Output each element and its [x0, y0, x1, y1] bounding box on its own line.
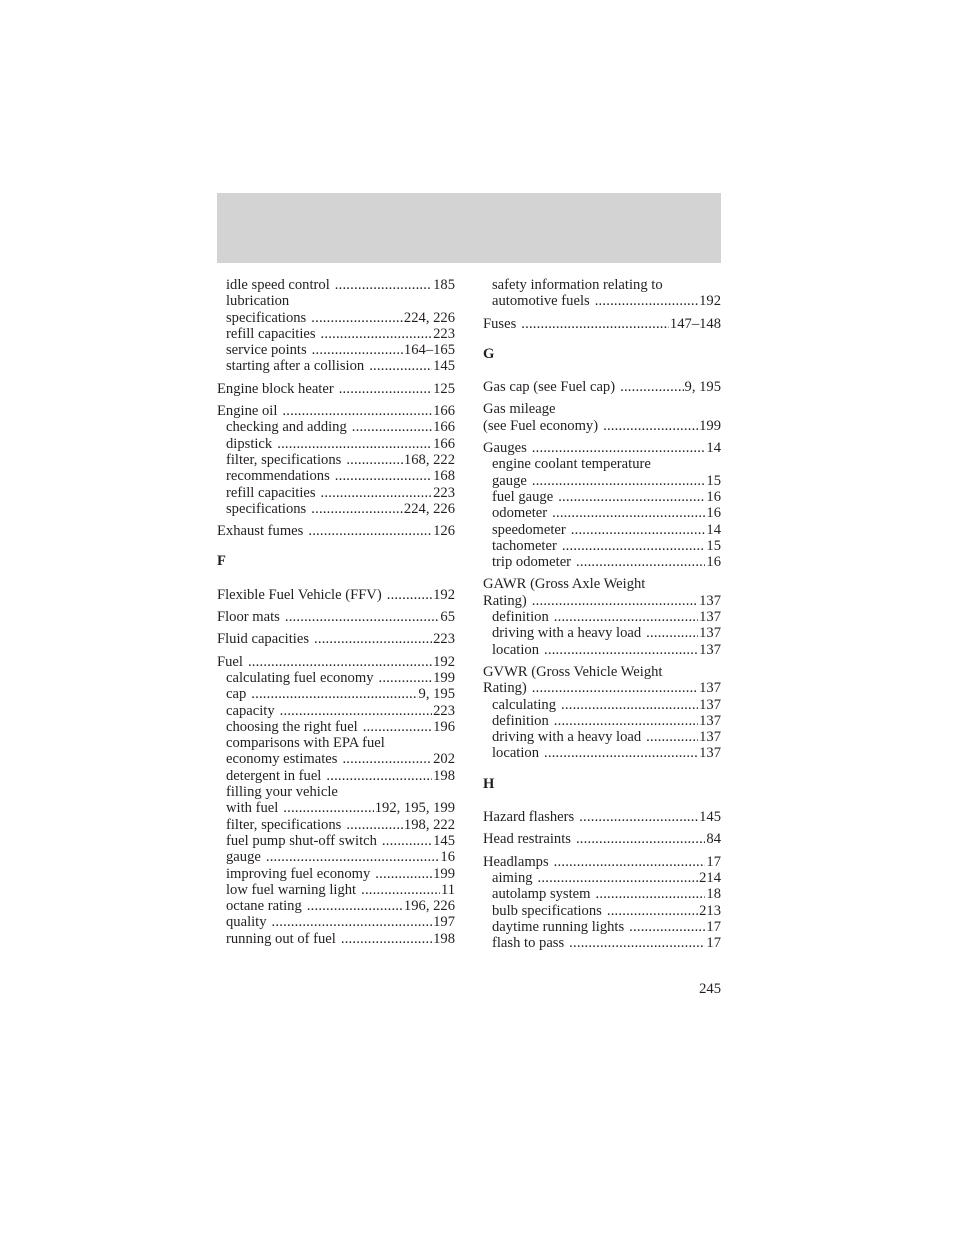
entry-text: idle speed control: [226, 277, 330, 293]
page-reference: 125: [433, 380, 455, 397]
dot-leader: [339, 381, 432, 397]
dot-leader: [538, 870, 699, 886]
index-term: [483, 809, 721, 825]
page-reference: 14: [706, 440, 721, 457]
entry-text: starting after a collision: [226, 358, 365, 375]
entry-text: Fuel: [217, 653, 243, 670]
index-subentry: [217, 485, 455, 501]
entry-text: specifications: [226, 309, 307, 326]
index-term: [483, 379, 721, 395]
page-reference: 199: [433, 865, 455, 882]
index-subentry: [217, 784, 455, 800]
index-subentry: [217, 452, 455, 468]
entry-text: location: [492, 641, 540, 658]
page-reference: 214: [699, 869, 721, 886]
entry-text: engine coolant temperature: [492, 456, 651, 473]
entry-text: choosing the right fuel: [226, 718, 358, 735]
entry-text: improving fuel economy: [226, 865, 371, 882]
page-reference: 137: [699, 712, 721, 729]
dot-leader: [596, 886, 706, 902]
index-term: [217, 654, 455, 670]
entry-text: GVWR (Gross Vehicle Weight: [483, 663, 663, 680]
entry-text: specifications: [226, 500, 307, 517]
dot-leader: [321, 485, 433, 501]
index-subentry: [483, 713, 721, 729]
index-subentry: [483, 745, 721, 761]
entry-text: fuel gauge: [492, 488, 554, 505]
entry-text: service points: [226, 342, 307, 359]
entry-text: daytime running lights: [492, 918, 625, 935]
index-subentry: [217, 686, 455, 702]
dot-leader: [607, 903, 698, 919]
dot-leader: [321, 326, 433, 342]
page-reference: 224, 226: [403, 309, 455, 326]
index-entry: [217, 654, 455, 947]
page-reference: 196, 226: [403, 898, 455, 915]
dot-leader: [571, 522, 706, 538]
page-reference: 16: [706, 554, 721, 571]
page-reference: 166: [433, 419, 455, 436]
entry-text: definition: [492, 609, 549, 626]
index-term: [217, 403, 455, 419]
index-subentry: [217, 501, 455, 517]
entry-text: cap: [226, 686, 247, 703]
page-reference: 145: [433, 832, 455, 849]
page-reference: 145: [699, 809, 721, 826]
page-reference: 213: [699, 902, 721, 919]
entry-text: economy estimates: [226, 751, 338, 768]
dot-leader: [312, 342, 403, 358]
index-subentry: [217, 358, 455, 374]
dot-leader: [285, 609, 440, 625]
index-subentry: [217, 768, 455, 784]
dot-leader: [552, 505, 705, 521]
page-reference: 84: [706, 831, 721, 848]
entry-text: Rating): [483, 680, 527, 697]
section-letter: G: [483, 345, 495, 362]
page-reference: 224, 226: [403, 500, 455, 517]
page-reference: 199: [699, 417, 721, 434]
entry-text: refill capacities: [226, 325, 316, 342]
index-term: [217, 523, 455, 539]
index-subentry: [483, 870, 721, 886]
index-column-right: [483, 277, 721, 957]
index-entry: [483, 379, 721, 395]
dot-leader: [382, 833, 432, 849]
dot-leader: [248, 654, 432, 670]
page-reference: 137: [699, 696, 721, 713]
entry-text: gauge: [492, 472, 527, 489]
index-subentry: [483, 293, 721, 309]
page-reference: 145: [433, 358, 455, 375]
entry-text: Flexible Fuel Vehicle (FFV): [217, 586, 382, 603]
entry-text: Rating): [483, 592, 527, 609]
index-subentry: [217, 468, 455, 484]
entry-text: aiming: [492, 869, 533, 886]
index-entry: [483, 576, 721, 657]
entry-text: Engine oil: [217, 403, 278, 420]
dot-leader: [307, 898, 403, 914]
index-term: [483, 593, 721, 609]
dot-leader: [554, 609, 698, 625]
entry-text: low fuel warning light: [226, 881, 357, 898]
dot-leader: [326, 768, 432, 784]
index-subentry: [217, 310, 455, 326]
page-reference: 9, 195: [684, 379, 721, 396]
index-entry: [483, 440, 721, 570]
index-entry: [483, 664, 721, 762]
entry-text: running out of fuel: [226, 930, 336, 947]
page-reference: 192: [699, 293, 721, 310]
index-subentry: [217, 914, 455, 930]
index-subentry: [483, 919, 721, 935]
entry-text: GAWR (Gross Axle Weight: [483, 576, 646, 593]
dot-leader: [576, 831, 705, 847]
entry-text: trip odometer: [492, 554, 572, 571]
section-letter: H: [483, 775, 495, 792]
page-reference: 166: [433, 435, 455, 452]
page-reference: 14: [706, 521, 721, 538]
dot-leader: [532, 440, 706, 456]
header-band: [217, 193, 721, 263]
index-subentry: [483, 505, 721, 521]
entry-text: Fuses: [483, 315, 517, 332]
entry-text: Floor mats: [217, 609, 280, 626]
index-term: [217, 631, 455, 647]
index-subentry: [483, 903, 721, 919]
page-reference: 199: [433, 669, 455, 686]
dot-leader: [532, 473, 706, 489]
index-entry: [217, 523, 455, 539]
dot-leader: [335, 468, 432, 484]
entry-text: filter, specifications: [226, 451, 342, 468]
index-subentry: [483, 935, 721, 951]
page-reference: 192: [433, 586, 455, 603]
page-reference: 196: [433, 718, 455, 735]
index-subentry: [217, 293, 455, 309]
entry-text: comparisons with EPA fuel: [226, 735, 385, 752]
page-reference: 16: [440, 849, 455, 866]
page-reference: 185: [433, 277, 455, 293]
index-term: [483, 401, 721, 417]
index-entry: [217, 609, 455, 625]
dot-leader: [272, 914, 433, 930]
page-reference: 223: [433, 702, 455, 719]
page-reference: 137: [699, 609, 721, 626]
page-reference: 137: [699, 641, 721, 658]
dot-leader: [311, 310, 403, 326]
index-subentry: [483, 489, 721, 505]
index-subentry: [217, 931, 455, 947]
dot-leader: [576, 554, 705, 570]
index-entry: [483, 316, 721, 332]
index-subentry: [217, 670, 455, 686]
index-column-left: [217, 277, 455, 953]
index-subentry: [217, 735, 455, 751]
entry-text: calculating: [492, 696, 557, 713]
page-reference: 223: [433, 631, 455, 648]
entry-text: driving with a heavy load: [492, 625, 642, 642]
page-reference: 166: [433, 403, 455, 420]
index-subentry: [217, 326, 455, 342]
dot-leader: [532, 680, 698, 696]
page-reference: 197: [433, 914, 455, 931]
section-letter: F: [217, 553, 226, 570]
page-reference: 168: [433, 468, 455, 485]
index-subentry: [483, 554, 721, 570]
dot-leader: [346, 452, 403, 468]
index-subentry: [483, 729, 721, 745]
dot-leader: [251, 686, 417, 702]
dot-leader: [646, 729, 698, 745]
index-term: [483, 316, 721, 332]
index-term: [483, 831, 721, 847]
page-reference: 17: [706, 853, 721, 870]
page-reference: 192, 195, 199: [374, 800, 455, 817]
entry-text: filling your vehicle: [226, 784, 338, 801]
entry-text: Exhaust fumes: [217, 523, 304, 540]
index-entry: [483, 277, 721, 310]
dot-leader: [335, 277, 432, 293]
index-subentry: [217, 849, 455, 865]
entry-text: speedometer: [492, 521, 566, 538]
dot-leader: [558, 489, 705, 505]
dot-leader: [629, 919, 705, 935]
page-reference: 192: [433, 653, 455, 670]
page-reference: 137: [699, 625, 721, 642]
dot-leader: [646, 625, 698, 641]
entry-text: octane rating: [226, 898, 302, 915]
index-term: [217, 381, 455, 397]
page-reference: 137: [699, 745, 721, 762]
dot-leader: [387, 587, 432, 603]
page-reference: 17: [706, 935, 721, 952]
entry-text: fuel pump shut-off switch: [226, 832, 377, 849]
index-subentry: [483, 456, 721, 472]
page-reference: 9, 195: [418, 686, 455, 703]
dot-leader: [554, 713, 698, 729]
entry-text: Gas cap (see Fuel cap): [483, 379, 616, 396]
page-reference: 202: [433, 751, 455, 768]
page-reference: 137: [699, 592, 721, 609]
index-subentry: [483, 522, 721, 538]
dot-leader: [363, 719, 432, 735]
entry-text: (see Fuel economy): [483, 417, 599, 434]
index-entry: [483, 401, 721, 434]
index-term: [483, 854, 721, 870]
index-subentry: [217, 277, 455, 293]
index-subentry: [483, 277, 721, 293]
entry-text: filter, specifications: [226, 816, 342, 833]
page-reference: 198, 222: [403, 816, 455, 833]
dot-leader: [282, 403, 432, 419]
index-entry: [217, 277, 455, 375]
index-subentry: [217, 833, 455, 849]
page-reference: 164–165: [403, 342, 455, 359]
page-reference: 16: [706, 488, 721, 505]
page-reference: 17: [706, 918, 721, 935]
entry-text: quality: [226, 914, 267, 931]
page-reference: 126: [433, 523, 455, 540]
page-reference: 137: [699, 729, 721, 746]
entry-text: odometer: [492, 505, 548, 522]
dot-leader: [308, 523, 432, 539]
entry-text: autolamp system: [492, 886, 591, 903]
index-subentry: [217, 817, 455, 833]
entry-text: safety information relating to: [492, 277, 663, 293]
page-reference: 137: [699, 680, 721, 697]
dot-leader: [311, 501, 403, 517]
entry-text: calculating fuel economy: [226, 669, 374, 686]
entry-text: automotive fuels: [492, 293, 590, 310]
entry-text: lubrication: [226, 293, 290, 310]
page-reference: 18: [706, 886, 721, 903]
page-reference: 198: [433, 767, 455, 784]
dot-leader: [561, 697, 698, 713]
dot-leader: [554, 854, 706, 870]
dot-leader: [266, 849, 440, 865]
index-term: [217, 587, 455, 603]
index-subentry: [217, 800, 455, 816]
dot-leader: [532, 593, 698, 609]
dot-leader: [361, 882, 440, 898]
entry-text: recommendations: [226, 468, 330, 485]
index-subentry: [217, 866, 455, 882]
dot-leader: [603, 418, 698, 434]
index-term: [483, 576, 721, 592]
index-entry: [217, 403, 455, 517]
page-reference: 11: [440, 881, 455, 898]
index-subentry: [217, 703, 455, 719]
index-subentry: [217, 719, 455, 735]
page-reference: 198: [433, 930, 455, 947]
index-entry: [483, 809, 721, 825]
index-subentry: [217, 751, 455, 767]
dot-leader: [352, 419, 432, 435]
index-term: [217, 609, 455, 625]
index-subentry: [483, 625, 721, 641]
entry-text: refill capacities: [226, 484, 316, 501]
dot-leader: [544, 642, 698, 658]
entry-text: bulb specifications: [492, 902, 602, 919]
dot-leader: [280, 703, 432, 719]
index-subentry: [217, 342, 455, 358]
index-subentry: [217, 419, 455, 435]
entry-text: Engine block heater: [217, 380, 334, 397]
dot-leader: [375, 866, 432, 882]
index-entry: [483, 831, 721, 847]
entry-text: flash to pass: [492, 935, 565, 952]
entry-text: Headlamps: [483, 853, 549, 870]
entry-text: dipstick: [226, 435, 273, 452]
page-reference: 15: [706, 537, 721, 554]
index-term: [483, 440, 721, 456]
page-reference: 168, 222: [403, 451, 455, 468]
index-subentry: [483, 697, 721, 713]
index-subentry: [483, 538, 721, 554]
entry-text: detergent in fuel: [226, 767, 322, 784]
dot-leader: [341, 931, 432, 947]
dot-leader: [544, 745, 698, 761]
dot-leader: [569, 935, 705, 951]
dot-leader: [342, 751, 432, 767]
entry-text: driving with a heavy load: [492, 729, 642, 746]
page-reference: 223: [433, 325, 455, 342]
index-subentry: [483, 886, 721, 902]
entry-text: with fuel: [226, 800, 279, 817]
index-entry: [217, 381, 455, 397]
page-reference: 16: [706, 505, 721, 522]
dot-leader: [620, 379, 683, 395]
dot-leader: [595, 293, 698, 309]
dot-leader: [277, 436, 432, 452]
dot-leader: [579, 809, 698, 825]
dot-leader: [369, 358, 432, 374]
index-subentry: [217, 898, 455, 914]
index-subentry: [483, 473, 721, 489]
dot-leader: [283, 800, 373, 816]
index-entry: [483, 854, 721, 952]
dot-leader: [379, 670, 433, 686]
index-term: [483, 418, 721, 434]
entry-text: Fluid capacities: [217, 631, 309, 648]
index-term: [483, 680, 721, 696]
entry-text: definition: [492, 712, 549, 729]
index-subentry: [217, 436, 455, 452]
page-reference: 147–148: [669, 315, 721, 332]
index-entry: [217, 587, 455, 603]
page-reference: 65: [440, 609, 455, 626]
page-reference: 223: [433, 484, 455, 501]
entry-text: checking and adding: [226, 419, 347, 436]
entry-text: Gas mileage: [483, 401, 556, 418]
dot-leader: [562, 538, 706, 554]
dot-leader: [346, 817, 403, 833]
entry-text: gauge: [226, 849, 261, 866]
dot-leader: [521, 316, 669, 332]
page-number: 245: [699, 981, 721, 997]
index-subentry: [483, 642, 721, 658]
dot-leader: [314, 631, 432, 647]
index-entry: [217, 631, 455, 647]
page-reference: 15: [706, 472, 721, 489]
entry-text: Head restraints: [483, 831, 571, 848]
entry-text: Hazard flashers: [483, 809, 575, 826]
index-subentry: [217, 882, 455, 898]
entry-text: location: [492, 745, 540, 762]
entry-text: capacity: [226, 702, 275, 719]
index-subentry: [483, 609, 721, 625]
entry-text: Gauges: [483, 440, 527, 457]
entry-text: tachometer: [492, 537, 557, 554]
index-term: [483, 664, 721, 680]
